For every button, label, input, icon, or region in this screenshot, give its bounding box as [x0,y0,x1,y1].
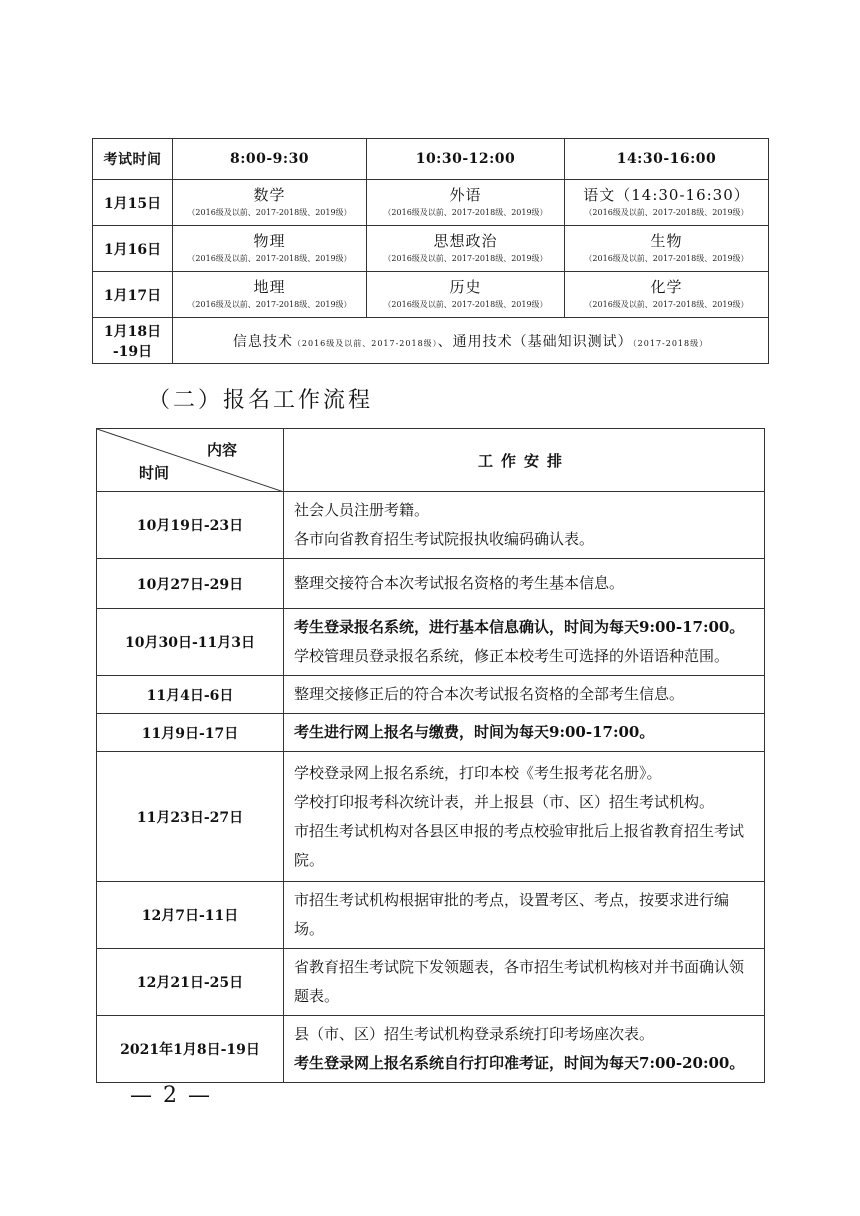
work-line: 社会人员注册考籍。 [294,501,430,519]
diagonal-header-cell [97,429,284,492]
exam-note: （2016级及以前、2017-2018级、2019级） [584,299,749,309]
work-line: 市招生考试机构根据审批的考点，设置考区、考点，按要求进行编场。 [294,891,730,938]
exam-slot-2: 10:30-12:00 [367,139,565,180]
exam-subject: 生物 [650,231,683,250]
exam-cell [565,226,769,272]
section-heading: （二）报名工作流程 [148,388,374,413]
work-line: 考生登录报名系统，进行基本信息确认，时间为每天9:00-17:00。 [294,618,745,636]
process-work [284,882,765,949]
exam-last-row [93,318,769,364]
process-work [284,714,765,752]
exam-note: （2016级及以前、2017-2018级、2019级） [584,207,749,217]
registration-process-table [96,428,765,1083]
process-date: 11月23日-27日 [97,752,284,882]
exam-subject: 地理 [253,277,286,296]
process-work [284,609,765,676]
work-line: 整理交接符合本次考试报名资格的考生基本信息。 [294,574,625,592]
process-work [284,949,765,1016]
process-row [97,949,765,1016]
work-line: 考生登录网上报名系统自行打印准考证，时间为每天7:00-20:00。 [294,1054,745,1072]
exam-note: （2016级及以前、2017-2018级、2019级） [187,299,352,309]
exam-note-general-tech: （2017-2018级） [632,338,709,348]
page-number: — 2 — [130,1083,212,1108]
process-date: 11月9日-17日 [97,714,284,752]
work-line: 各市向省教育招生考试院报执收编码确认表。 [294,530,595,548]
exam-schedule-table [92,138,769,364]
exam-subject: 数学 [253,185,286,204]
process-date: 12月7日-11日 [97,882,284,949]
process-row [97,752,765,882]
process-date: 10月30日-11月3日 [97,609,284,676]
process-work [284,1016,765,1083]
exam-row [93,226,769,272]
exam-slot-1: 8:00-9:30 [173,139,367,180]
process-work [284,752,765,882]
process-date: 12月21日-25日 [97,949,284,1016]
work-line: 考生进行网上报名与缴费，时间为每天9:00-17:00。 [294,723,655,741]
exam-subject-it: 信息技术 [232,333,293,350]
exam-note: （2016级及以前、2017-2018级、2019级） [187,253,352,263]
process-date: 10月19日-23日 [97,492,284,559]
process-row [97,559,765,609]
diag-time-label: 时间 [139,464,170,482]
process-date: 2021年1月8日-19日 [97,1016,284,1083]
process-row [97,492,765,559]
work-line: 县（市、区）招生考试机构登录系统打印考场座次表。 [294,1025,655,1043]
exam-subject-general-tech: 通用技术（基础知识测试） [452,333,633,350]
exam-note: （2016级及以前、2017-2018级、2019级） [383,253,548,263]
process-row [97,609,765,676]
exam-separator: 、 [437,333,453,350]
exam-cell [367,272,565,318]
exam-subject: 外语 [449,185,482,204]
process-row [97,1016,765,1083]
work-line: 省教育招生考试院下发领题表，各市招生考试机构核对并书面确认领题表。 [294,958,745,1005]
exam-cell [173,272,367,318]
process-date: 11月4日-6日 [97,676,284,714]
exam-slot-3: 14:30-16:00 [565,139,769,180]
exam-tech-cell [173,318,769,364]
process-row [97,882,765,949]
exam-time-label: 考试时间 [93,139,173,180]
exam-cell [565,180,769,226]
exam-note: （2016级及以前、2017-2018级、2019级） [383,299,548,309]
process-row [97,714,765,752]
diagonal-line [97,429,284,492]
exam-note: （2016级及以前、2017-2018级、2019级） [187,207,352,217]
exam-cell [173,180,367,226]
exam-date-line-1: 1月18日 [103,323,162,340]
work-header: 工作安排 [284,429,765,492]
exam-subject: 历史 [449,277,482,296]
process-date: 10月27日-29日 [97,559,284,609]
process-header-row [97,429,765,492]
exam-cell [173,226,367,272]
diag-content-label: 内容 [206,441,237,459]
work-line: 市招生考试机构对各县区申报的考点校验审批后上报省教育招生考试院。 [294,821,745,869]
process-work [284,559,765,609]
process-work [284,492,765,559]
exam-header-row [93,139,769,180]
work-line: 学校打印报考科次统计表，并上报县（市、区）招生考试机构。 [294,792,715,811]
exam-row [93,180,769,226]
exam-note: （2016级及以前、2017-2018级、2019级） [584,253,749,263]
process-row [97,676,765,714]
exam-date-range [93,318,173,364]
exam-date-line-2: -19日 [112,343,153,360]
exam-date: 1月17日 [93,272,173,318]
exam-cell [565,272,769,318]
work-line: 学校管理员登录报名系统，修正本校考生可选择的外语语种范围。 [294,647,730,665]
exam-date: 1月15日 [93,180,173,226]
exam-subject: 思想政治 [433,231,498,250]
exam-row [93,272,769,318]
exam-date: 1月16日 [93,226,173,272]
exam-note-it: （2016级及以前、2017-2018级） [292,338,438,348]
exam-cell [367,180,565,226]
work-line: 学校登录网上报名系统，打印本校《考生报考花名册》。 [294,763,662,782]
work-line: 整理交接修正后的符合本次考试报名资格的全部考生信息。 [294,685,685,703]
exam-subject: 物理 [253,231,286,250]
process-work [284,676,765,714]
exam-subject: 语文（14:30-16:30） [583,185,750,204]
exam-note: （2016级及以前、2017-2018级、2019级） [383,207,548,217]
exam-cell [367,226,565,272]
exam-subject: 化学 [650,277,683,296]
